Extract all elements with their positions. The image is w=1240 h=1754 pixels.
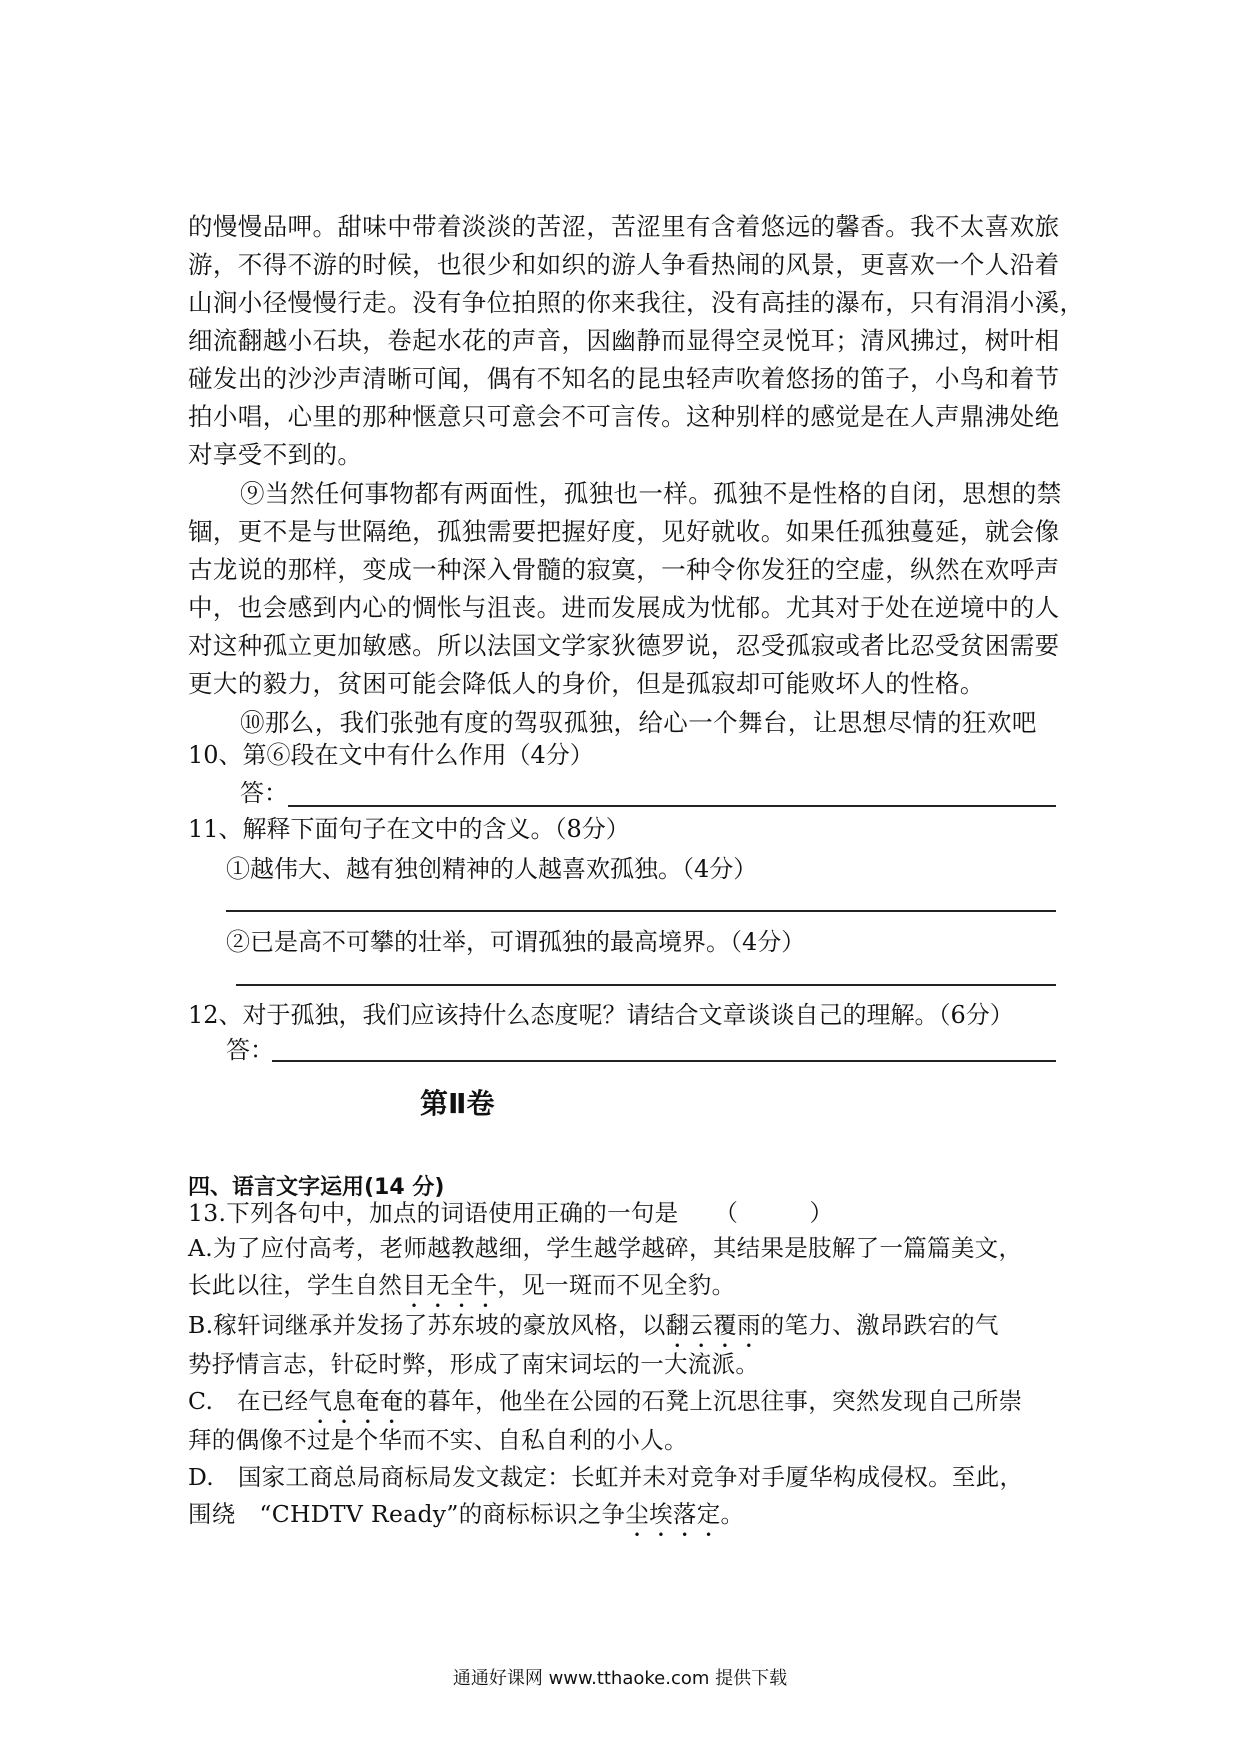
- text-line: 中，也会感到内心的惆怅与沮丧。进而发展成为忧郁。尤其对于处在逆境中的人: [188, 593, 1060, 622]
- question-12: 12、对于孤独，我们应该持什么态度呢？请结合文章谈谈自己的理解。（6分）: [188, 1001, 1014, 1029]
- text-line: 碰发出的沙沙声清晰可闻，偶有不知名的昆虫轻声吹着悠扬的笛子，小鸟和着节: [188, 364, 1060, 393]
- dotted-phrase: 气息奄奄: [308, 1387, 404, 1415]
- dotted-phrase: 翻云覆雨: [665, 1311, 761, 1339]
- option-line: 势抒情言志，针砭时弊，形成了南宋词坛的一大流派。: [188, 1350, 760, 1378]
- question-10: 10、第⑥段在文中有什么作用（4分）: [188, 741, 594, 769]
- option-line: A.为了应付高考，老师越教越细，学生越学越碎，其结果是肢解了一篇篇美文，: [188, 1234, 1023, 1262]
- answer-label: 答：: [240, 779, 288, 807]
- dotted-phrase: 目无全牛: [402, 1271, 498, 1299]
- text-line: 对享受不到的。: [188, 440, 363, 469]
- option-text: 的笔力、激昂跌宕的气: [760, 1311, 999, 1339]
- text-line: 锢，更不是与世隔绝，孤独需要把握好度，见好就收。如果任孤独蔓延，就会像: [188, 517, 1060, 546]
- option-line: [188, 1268, 735, 1313]
- part-heading: 四、语言文字运用(14 分): [188, 1175, 445, 1200]
- question-13: 13.下列各句中，加点的词语使用正确的一句是 （ ）: [188, 1199, 834, 1227]
- answer-line[interactable]: [288, 805, 1056, 807]
- option-text: 围绕 “CHDTV Ready”的商标标识之争: [188, 1500, 626, 1528]
- text-line: 拍小唱，心里的那种惬意只可意会不可言传。这种别样的感觉是在人声鼎沸处绝: [188, 402, 1060, 431]
- page-footer: 通通好课网 www.tthaoke.com 提供下载: [452, 1668, 788, 1689]
- question-11: 11、解释下面句子在文中的含义。（8分）: [188, 815, 630, 843]
- paragraph-10: ⑩那么，我们张弛有度的驾驭孤独，给心一个舞台，让思想尽情的狂欢吧: [240, 708, 1037, 737]
- option-text: 。: [720, 1500, 745, 1528]
- answer-line[interactable]: [236, 984, 1056, 986]
- text-line: 更大的毅力，贫困可能会降低人的身价，但是孤寂却可能败坏人的性格。: [188, 669, 985, 698]
- answer-line[interactable]: [226, 910, 1056, 912]
- text-line: 游，不得不游的时候，也很少和如织的游人争看热闹的风景，更喜欢一个人沿着: [188, 250, 1060, 279]
- section-title: 第Ⅱ卷: [420, 1087, 495, 1120]
- text-line: 细流翻越小石块，卷起水花的声音，因幽静而显得空灵悦耳；清风拂过，树叶相: [188, 326, 1060, 355]
- text-line: 古龙说的那样，变成一种深入骨髓的寂寞，一种令你发狂的空虚，纵然在欢呼声: [188, 555, 1060, 584]
- question-11-sub-1: ①越伟大、越有独创精神的人越喜欢孤独。（4分）: [226, 855, 758, 883]
- option-text: 长此以往，学生自然: [188, 1271, 403, 1299]
- option-text: ，见一斑而不见全豹。: [497, 1271, 736, 1299]
- option-line: D. 国家工商总局商标局发文裁定：长虹并未对竞争对手厦华构成侵权。至此，: [188, 1463, 1024, 1491]
- text-line: 对这种孤立更加敏感。所以法国文学家狄德罗说，忍受孤寂或者比忍受贫困需要: [188, 631, 1060, 660]
- option-text: 的暮年，他坐在公园的石凳上沉思往事，突然发现自己所崇: [403, 1387, 1023, 1415]
- option-line: [188, 1497, 744, 1542]
- answer-label: 答：: [226, 1036, 274, 1064]
- dotted-phrase: 尘埃落定: [625, 1500, 721, 1528]
- question-11-sub-2: ②已是高不可攀的壮举，可谓孤独的最高境界。（4分）: [226, 928, 806, 956]
- answer-line[interactable]: [272, 1060, 1056, 1062]
- option-text: B.稼轩词继承并发扬了苏东坡的豪放风格，以: [188, 1311, 666, 1339]
- option-text: C. 在已经: [188, 1387, 309, 1415]
- text-line: 山涧小径慢慢行走。没有争位拍照的你来我往，没有高挂的瀑布，只有涓涓小溪，: [188, 288, 1085, 317]
- text-line: ⑨当然任何事物都有两面性，孤独也一样。孤独不是性格的自闭，思想的禁: [240, 479, 1062, 508]
- text-line: 的慢慢品呷。甜味中带着淡淡的苦涩，苦涩里有含着悠远的馨香。我不太喜欢旅: [188, 212, 1060, 241]
- option-line: 拜的偶像不过是个华而不实、自私自利的小人。: [188, 1426, 688, 1454]
